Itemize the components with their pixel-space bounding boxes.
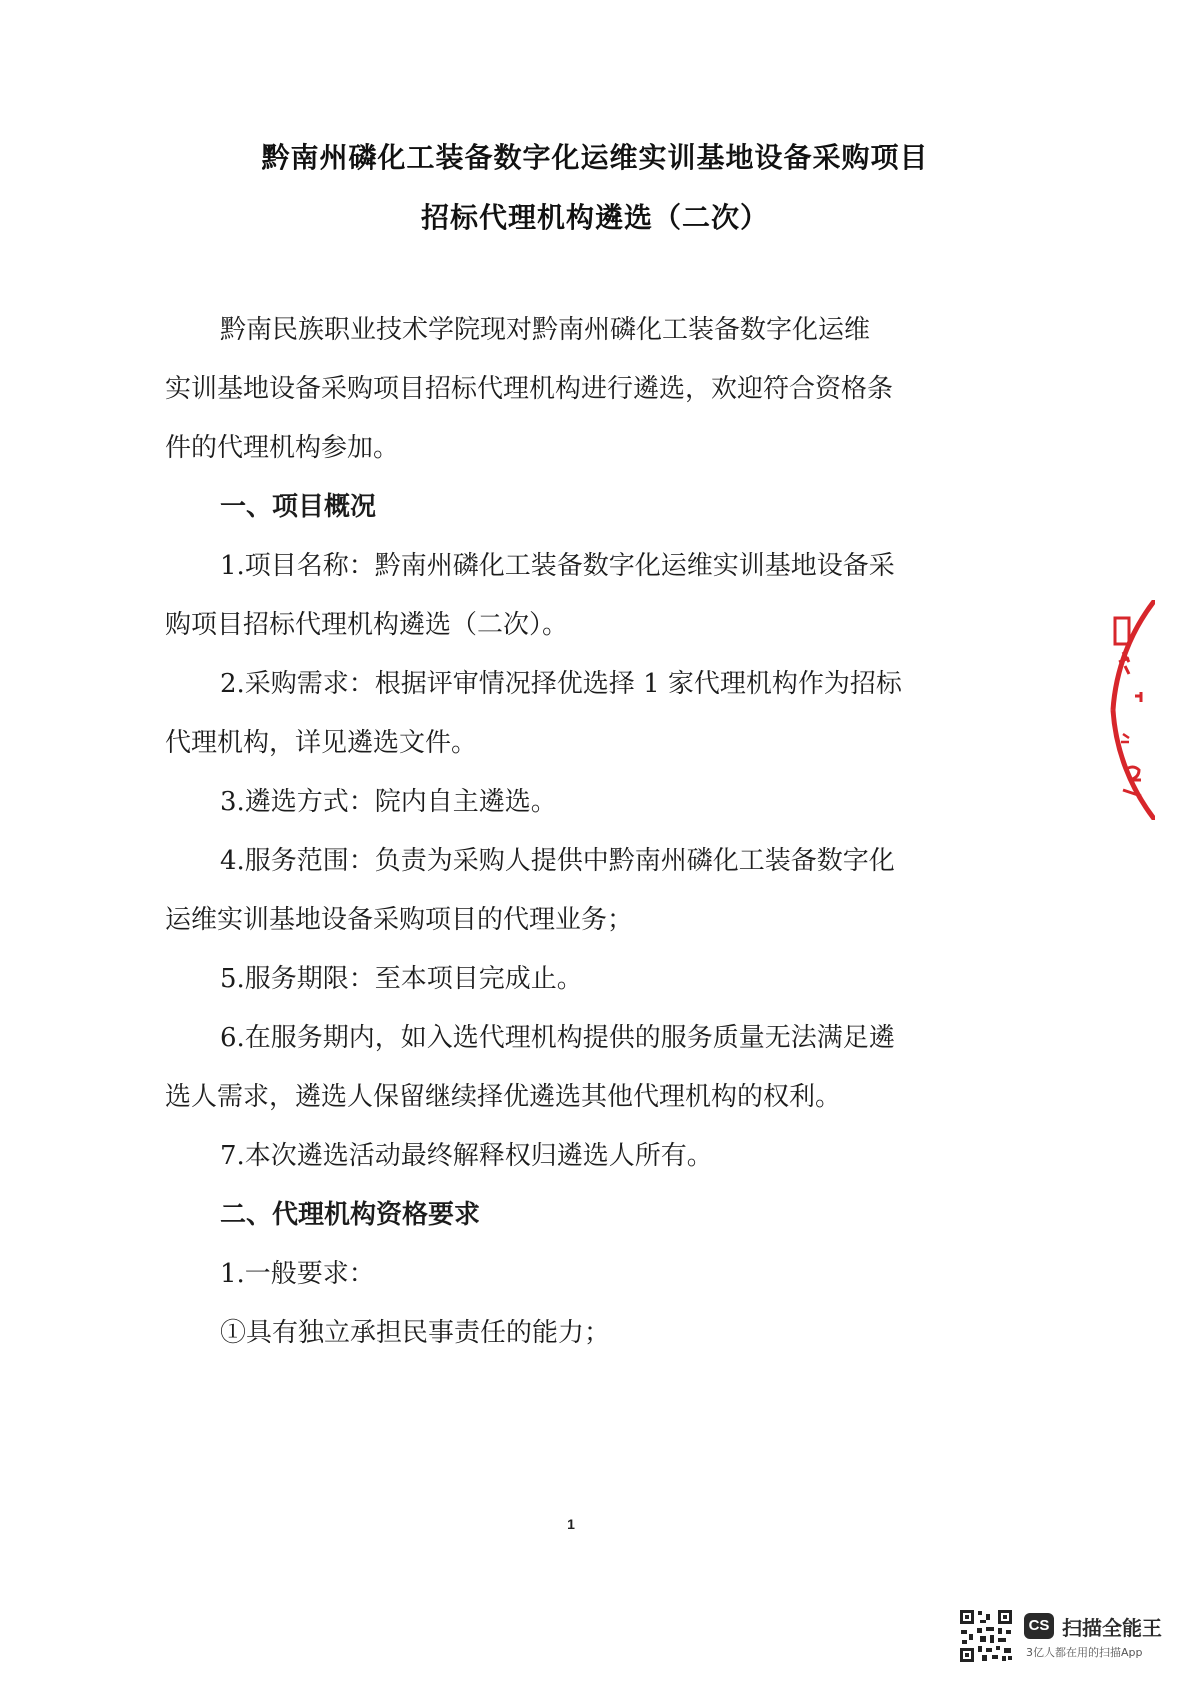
item-service-scope-line-1: 4.服务范围：负责为采购人提供中黔南州磷化工装备数字化: [220, 846, 895, 876]
item-service-quality-line-2: 选人需求，遴选人保留继续择优遴选其他代理机构的权利。: [165, 1082, 842, 1112]
scanner-app-slogan: 3亿人都在用的扫描App: [1026, 1646, 1143, 1659]
qr-code-icon: [958, 1608, 1014, 1664]
item-service-period: 5.服务期限：至本项目完成止。: [220, 964, 583, 994]
item-requirement-line-2: 代理机构，详见遴选文件。: [165, 728, 478, 758]
document-title-line-2: 招标代理机构遴选（二次）: [420, 201, 769, 234]
item-requirement-line-1: 2.采购需求：根据评审情况择优选择 1 家代理机构作为招标: [220, 669, 902, 699]
item-service-quality-line-1: 6.在服务期内，如入选代理机构提供的服务质量无法满足遴: [220, 1023, 895, 1053]
item-project-name-line-1: 1.项目名称：黔南州磷化工装备数字化运维实训基地设备采: [220, 551, 895, 581]
intro-paragraph-line-1: 黔南民族职业技术学院现对黔南州磷化工装备数字化运维: [220, 315, 871, 345]
item-civil-liability: ①具有独立承担民事责任的能力；: [220, 1318, 611, 1348]
item-selection-method: 3.遴选方式：院内自主遴选。: [220, 787, 557, 817]
section-heading-overview: 一、项目概况: [220, 492, 377, 522]
scanner-app-logo-icon: CS: [1024, 1613, 1054, 1639]
intro-paragraph-line-2: 实训基地设备采购项目招标代理机构进行遴选，欢迎符合资格条: [165, 374, 894, 404]
page-number: 1: [567, 1516, 575, 1532]
document-title-line-1: 黔南州磷化工装备数字化运维实训基地设备采购项目: [261, 141, 929, 174]
intro-paragraph-line-3: 件的代理机构参加。: [165, 433, 400, 463]
item-interpretation-right: 7.本次遴选活动最终解释权归遴选人所有。: [220, 1141, 713, 1171]
item-project-name-line-2: 购项目招标代理机构遴选（二次）。: [165, 610, 569, 640]
item-service-scope-line-2: 运维实训基地设备采购项目的代理业务；: [165, 905, 634, 935]
section-heading-qualifications: 二、代理机构资格要求: [220, 1200, 481, 1230]
seal-stamp-icon: [1095, 600, 1155, 820]
scanner-app-name: 扫描全能王: [1062, 1616, 1162, 1640]
item-general-requirements: 1.一般要求：: [220, 1259, 375, 1289]
